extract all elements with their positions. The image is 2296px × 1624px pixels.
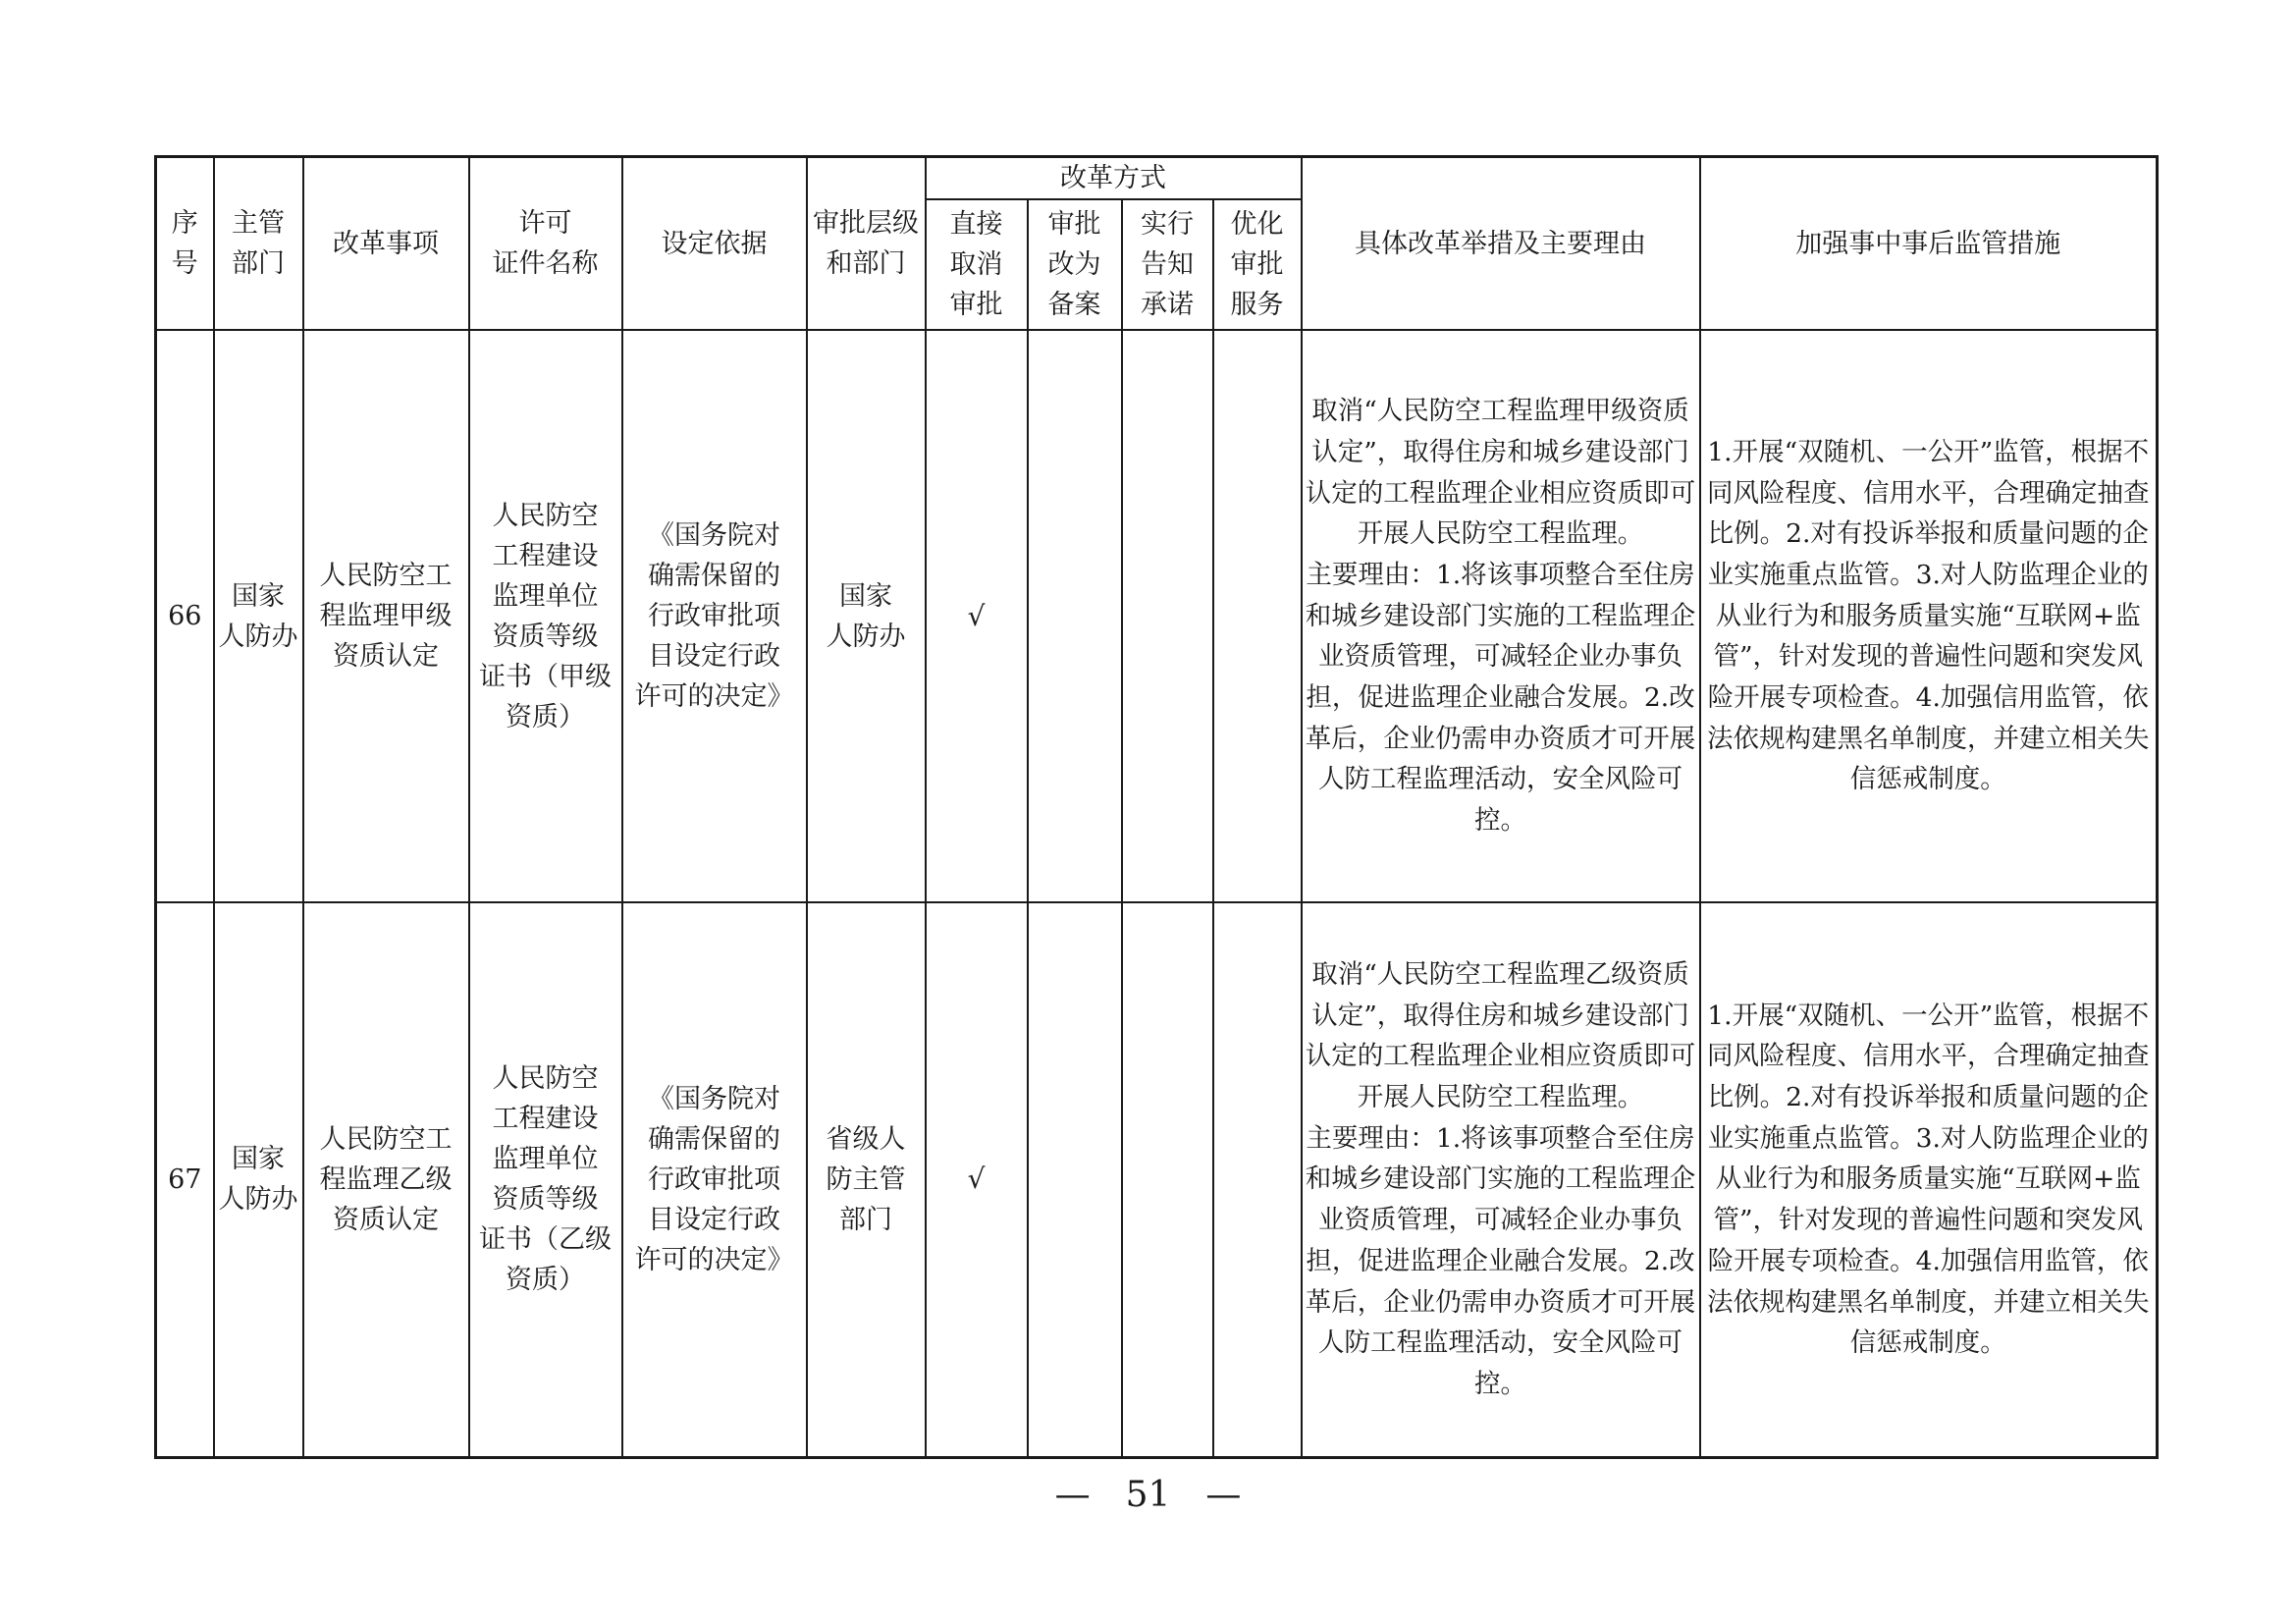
cell-cancel xyxy=(926,902,1028,1457)
cell-license: 人民防空 工程建设 监理单位 资质等级 证书（乙级 资质） xyxy=(469,902,622,1457)
cell-item: 人民防空工 程监理甲级 资质认定 xyxy=(303,330,469,902)
cell-record xyxy=(1028,902,1122,1457)
header-measures: 具体改革举措及主要理由 xyxy=(1302,157,1700,331)
header-method-cancel: 直接 取消 审批 xyxy=(926,199,1028,330)
check-mark: √ xyxy=(967,1163,986,1196)
cell-notify xyxy=(1122,902,1213,1457)
cell-item: 人民防空工 程监理乙级 资质认定 xyxy=(303,902,469,1457)
header-method-record: 审批 改为 备案 xyxy=(1028,199,1122,330)
cell-license: 人民防空 工程建设 监理单位 资质等级 证书（甲级 资质） xyxy=(469,330,622,902)
reform-table xyxy=(154,155,2159,1459)
header-method-optimize: 优化 审批 服务 xyxy=(1213,199,1302,330)
cell-seq: 66 xyxy=(156,330,214,902)
header-level: 审批层级 和部门 xyxy=(807,157,926,331)
cell-basis: 《国务院对 确需保留的 行政审批项 目设定行政 许可的决定》 xyxy=(622,902,807,1457)
header-seq: 序 号 xyxy=(156,157,214,331)
cell-level: 国家 人防办 xyxy=(807,330,926,902)
cell-measures: 取消“人民防空工程监理甲级资质认定”，取得住房和城乡建设部门认定的工程监理企业相应资质即可开展人民防空工程监理。 主要理由：1.将该事项整合至住房和城乡建设部门实施的工程监理企业资质管理，可减轻企业办事负担，促进监理企业融合发展。2.改革后，企业仍需申办资质才可开展人防工程监理活动，安全风险可控。 xyxy=(1302,330,1700,902)
header-item: 改革事项 xyxy=(303,157,469,331)
cell-basis: 《国务院对 确需保留的 行政审批项 目设定行政 许可的决定》 xyxy=(622,330,807,902)
header-license: 许可 证件名称 xyxy=(469,157,622,331)
cell-measures: 取消“人民防空工程监理乙级资质认定”，取得住房和城乡建设部门认定的工程监理企业相应资质即可开展人民防空工程监理。 主要理由：1.将该事项整合至住房和城乡建设部门实施的工程监理企业资质管理，可减轻企业办事负担，促进监理企业融合发展。2.改革后，企业仍需申办资质才可开展人防工程监理活动，安全风险可控。 xyxy=(1302,902,1700,1457)
cell-record xyxy=(1028,330,1122,902)
header-dept: 主管 部门 xyxy=(214,157,303,331)
cell-supervision: 1.开展“双随机、一公开”监管，根据不同风险程度、信用水平，合理确定抽查比例。2.对有投诉举报和质量问题的企业实施重点监管。3.对人防监理企业的从业行为和服务质量实施“互联网+监管”，针对发现的普遍性问题和突发风险开展专项检查。4.加强信用监管，依法依规构建黑名单制度，并建立相关失信惩戒制度。 xyxy=(1700,902,2158,1457)
cell-notify xyxy=(1122,330,1213,902)
header-method-notify: 实行 告知 承诺 xyxy=(1122,199,1213,330)
header-basis: 设定依据 xyxy=(622,157,807,331)
table-row xyxy=(156,330,2158,902)
header-row-1 xyxy=(156,157,2158,200)
cell-optimize xyxy=(1213,330,1302,902)
header-supervision: 加强事中事后监管措施 xyxy=(1700,157,2158,331)
cell-dept: 国家 人防办 xyxy=(214,330,303,902)
check-mark: √ xyxy=(967,599,986,632)
cell-dept: 国家 人防办 xyxy=(214,902,303,1457)
header-method-group: 改革方式 xyxy=(926,157,1302,200)
table-row xyxy=(156,902,2158,1457)
cell-seq: 67 xyxy=(156,902,214,1457)
cell-level: 省级人 防主管 部门 xyxy=(807,902,926,1457)
cell-optimize xyxy=(1213,902,1302,1457)
cell-supervision: 1.开展“双随机、一公开”监管，根据不同风险程度、信用水平，合理确定抽查比例。2.对有投诉举报和质量问题的企业实施重点监管。3.对人防监理企业的从业行为和服务质量实施“互联网+监管”，针对发现的普遍性问题和突发风险开展专项检查。4.加强信用监管，依法依规构建黑名单制度，并建立相关失信惩戒制度。 xyxy=(1700,330,2158,902)
page-number: — 51 — xyxy=(1054,1475,1242,1515)
cell-cancel xyxy=(926,330,1028,902)
